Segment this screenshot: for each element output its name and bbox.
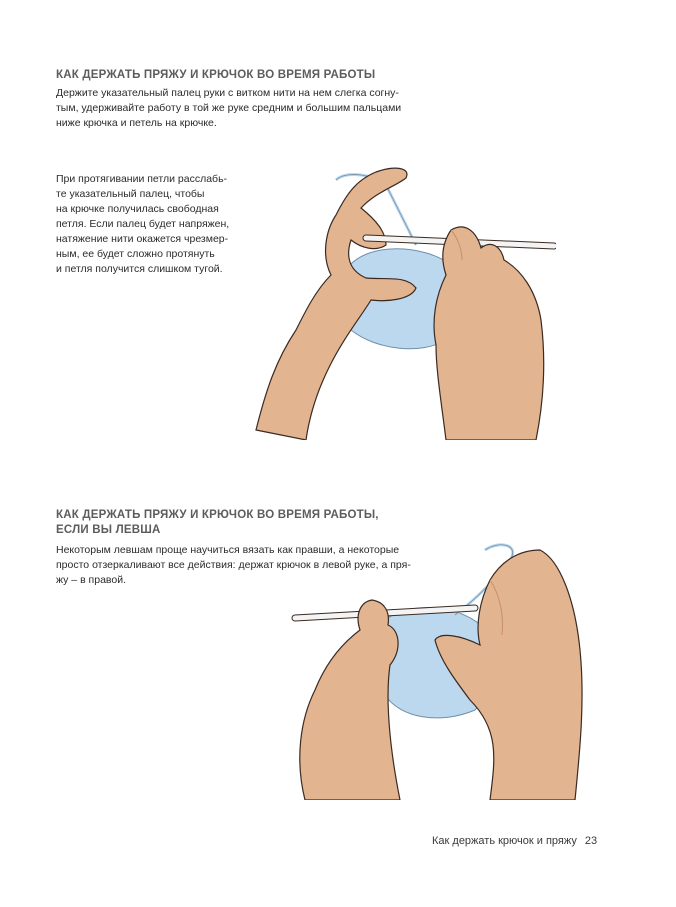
heading-line: ЕСЛИ ВЫ ЛЕВША xyxy=(56,524,161,536)
section1-heading: КАК ДЕРЖАТЬ ПРЯЖУ И КРЮЧОК ВО ВРЕМЯ РАБОТЫ xyxy=(56,69,376,81)
text-line: тым, удерживайте работу в той же руке средним и большим пальцами xyxy=(56,102,402,114)
text-line: Держите указательный палец руки с витком нити на нем слегка согну- xyxy=(56,87,399,99)
text-line: петля. Если палец будет напряжен, xyxy=(56,218,230,230)
page-number: 23 xyxy=(584,835,598,847)
text-line: просто отзеркаливают все действия: держат крючок в левой руке, а пря- xyxy=(56,559,411,571)
footer-title: Как держать крючок и пряжу xyxy=(432,835,577,847)
text-line: те указательный палец, чтобы xyxy=(56,188,205,200)
text-line: Некоторым левшам проще научиться вязать как правши, а некоторые xyxy=(56,544,400,556)
text-line: на крючке получилась свободная xyxy=(56,203,219,215)
text-line: ным, ее будет сложно протянуть xyxy=(56,248,215,260)
text-line: натяжение нити окажется чрезмер- xyxy=(56,233,229,245)
page-footer xyxy=(432,835,597,847)
left-hand xyxy=(300,600,400,800)
text-line: и петля получится слишком тугой. xyxy=(56,263,223,275)
section2-heading xyxy=(56,508,379,538)
right-hand xyxy=(434,227,544,440)
left-hand-grip-illustration xyxy=(290,540,590,800)
heading-line: КАК ДЕРЖАТЬ ПРЯЖУ И КРЮЧОК ВО ВРЕМЯ РАБОТЫ, xyxy=(56,509,379,521)
right-hand-grip-illustration xyxy=(236,160,556,440)
text-line: жу – в правой. xyxy=(56,574,127,586)
section1-side-note xyxy=(56,172,229,277)
text-line: ниже крючка и петель на крючке. xyxy=(56,117,217,129)
right-hand xyxy=(435,550,582,800)
section1-paragraph xyxy=(56,86,401,131)
text-line: При протягивании петли расслабь- xyxy=(56,173,228,185)
